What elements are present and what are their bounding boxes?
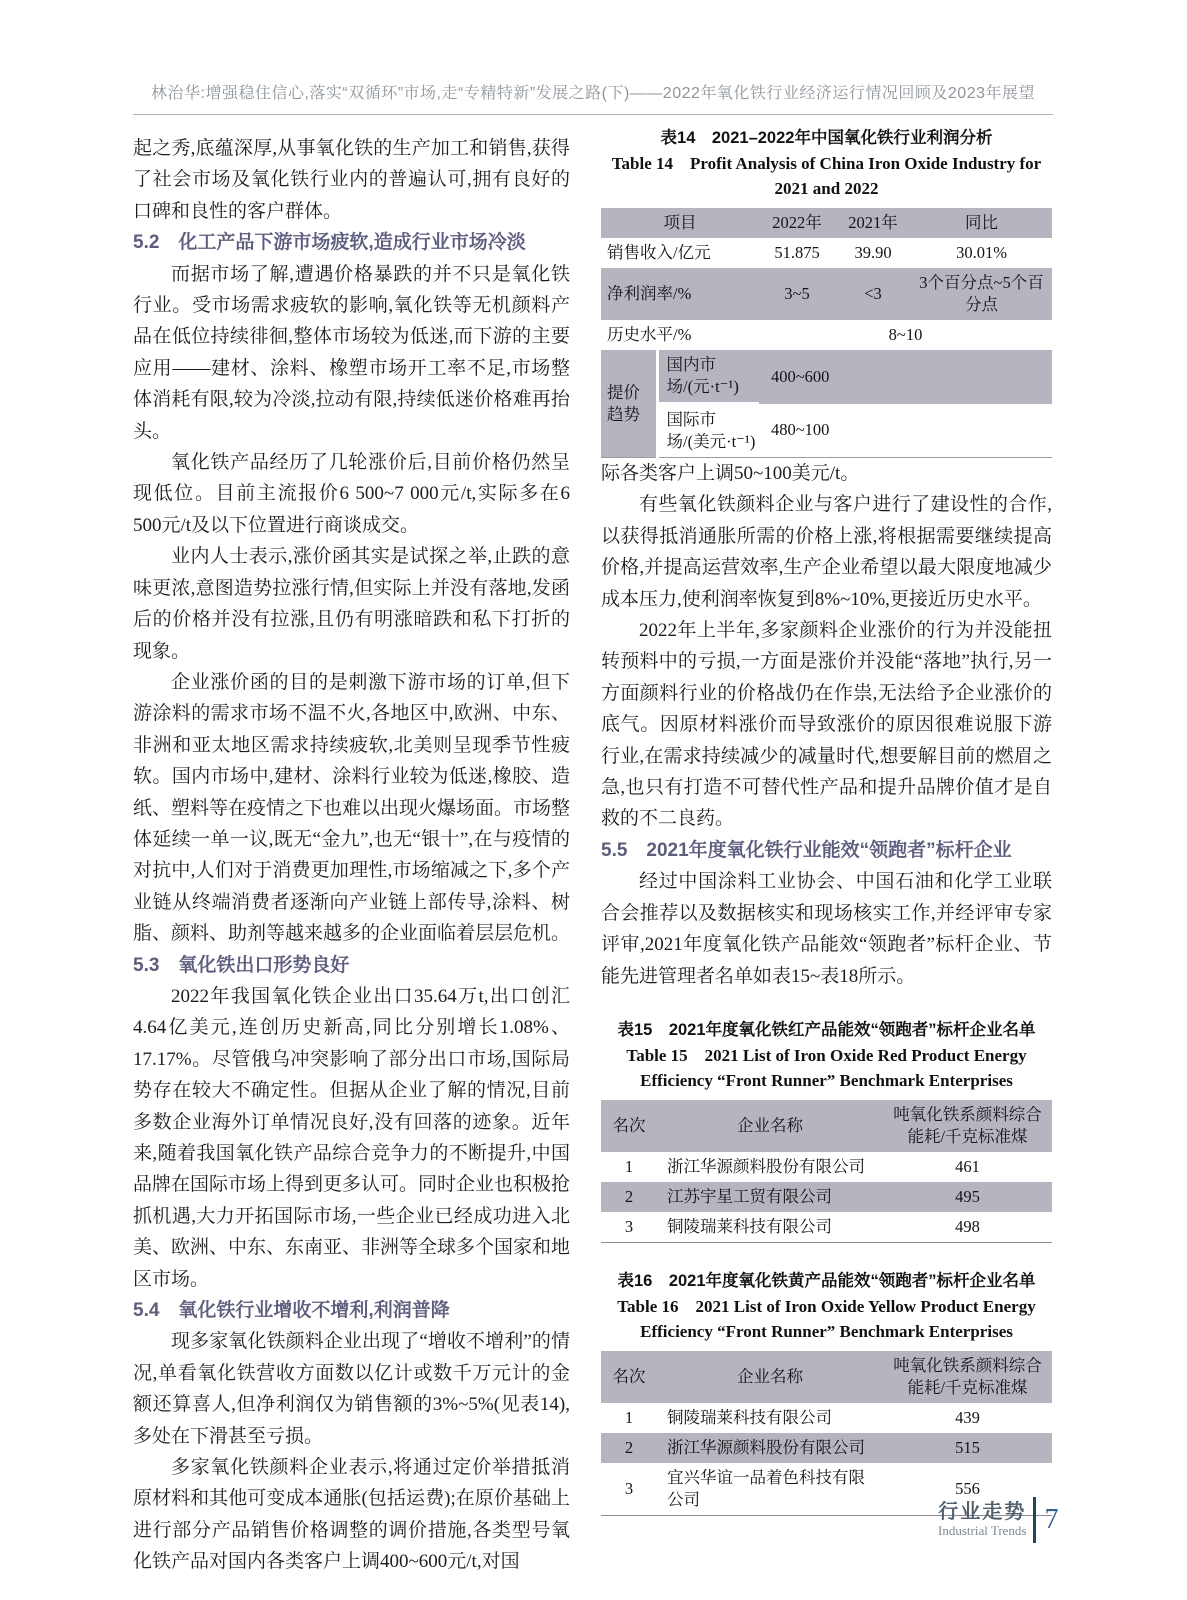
- cell-intl-label: 国际市场/(美元·t⁻¹): [657, 404, 759, 458]
- paragraph: 起之秀,底蕴深厚,从事氧化铁的生产加工和销售,获得了社会市场及氧化铁行业内的普遍认可,拥有良好的口碑和良性的客户群体。: [133, 138, 570, 222]
- footer-section-label: [938, 1501, 1026, 1539]
- right-column: [601, 126, 1052, 1516]
- table-header-row: [601, 1351, 1052, 1403]
- table15-title-zh: 表15 2021年度氧化铁红产品能效“领跑者”标杆企业名单: [617, 1020, 1036, 1039]
- table-header-row: [601, 1100, 1052, 1152]
- footer-label-zh: 行业走势: [938, 1501, 1027, 1523]
- paragraph: 多家氧化铁颜料企业表示,将通过定价举措抵消原材料和其他可变成本通胀(包括运费);在原价基础上进行部分产品销售价格调整的调价措施,各类型号氧化铁产品对国内各类客户上调400~600元/t,对国: [133, 1457, 570, 1573]
- cell-domestic-label: 国内市场/(元·t⁻¹): [657, 350, 759, 404]
- section-heading-5-5: 5.5 2021年度氧化铁行业能效“领跑者”标杆企业: [601, 839, 1012, 861]
- cell-2021: <3: [864, 284, 882, 303]
- section-heading-5-3: 5.3 氧化铁出口形势良好: [133, 954, 350, 976]
- table15: [601, 1100, 1052, 1243]
- table16-title-en: Table 16 2021 List of Iron Oxide Yellow Product Energy Efficiency “Front Runner” Benchmark Enterprises: [617, 1296, 1036, 1341]
- cell-energy: 556: [955, 1478, 980, 1498]
- col-header-energy: 吨氧化铁系颜料综合能耗/千克标准煤: [893, 1355, 1042, 1397]
- table14: [601, 208, 1052, 458]
- footer-label-en: Industrial Trends: [938, 1523, 1027, 1538]
- table16-title-zh: 表16 2021年度氧化铁黄产品能效“领跑者”标杆企业名单: [617, 1271, 1036, 1290]
- table-row-hike-international: [601, 404, 1052, 458]
- paragraph: 有些氧化铁颜料企业与客户进行了建设性的合作,以获得抵消通胀所需的价格上涨,将根据需要继续提高价格,并提高运营效率,生产企业希望以最大限度地减少成本压力,使利润率恢复到8%~10%,更接近历史水平。: [601, 494, 1052, 610]
- cell-yoy: 3个百分点~5个百分点: [919, 273, 1044, 314]
- running-title: 林治华:增强稳住信心,落实“双循环”市场,走“专精特新”发展之路(下)——2022年氧化铁行业经济运行情况回顾及2023年展望: [133, 80, 1053, 115]
- left-column: [133, 133, 570, 1578]
- table14-title-zh: 表14 2021–2022年中国氧化铁行业利润分析: [660, 129, 993, 147]
- col-header-yoy: 同比: [965, 213, 998, 232]
- paragraph: 业内人士表示,涨价函其实是试探之举,止跌的意味更浓,意图造势拉涨行情,但实际上并没有落地,发函后的价格并没有拉涨,且仍有明涨暗跌和私下打折的现象。: [133, 546, 570, 662]
- table14-block: [601, 126, 1052, 458]
- section-heading-5-4: 5.4 氧化铁行业增收不增利,利润普降: [133, 1300, 450, 1322]
- table-row-margin: [601, 268, 1052, 320]
- table-row: [601, 1403, 1052, 1433]
- cell-energy: 498: [955, 1216, 980, 1236]
- table15-block: [601, 1018, 1052, 1243]
- cell-rank: 1: [624, 1156, 634, 1176]
- col-header-item: 项目: [663, 213, 697, 232]
- cell-energy: 439: [955, 1407, 980, 1427]
- cell-company: 浙江华源颜料股份有限公司: [667, 1437, 865, 1457]
- table-row-hike-domestic: [601, 350, 1052, 404]
- row-label-hike: 提价趋势: [601, 350, 657, 458]
- page-footer: [938, 1497, 1058, 1543]
- cell-rank: 3: [624, 1478, 634, 1498]
- cell-yoy: 30.01%: [956, 243, 1007, 262]
- table16-block: [601, 1269, 1052, 1516]
- cell-rank: 2: [624, 1437, 634, 1457]
- paragraph: 现多家氧化铁颜料企业出现了“增收不增利”的情况,单看氧化铁营收方面数以亿计或数千万元计的金额还算喜人,但净利润仅为销售额的3%~5%(见表14),多处在下滑甚至亏损。: [133, 1331, 570, 1447]
- table-row: [601, 1152, 1052, 1182]
- table16: [601, 1351, 1052, 1516]
- table-row-history: [601, 320, 1052, 350]
- cell-energy: 495: [955, 1186, 980, 1206]
- col-header-rank: 名次: [612, 1366, 646, 1386]
- paragraph: 经过中国涂料工业协会、中国石油和化学工业联合会推荐以及数据核实和现场核实工作,并经评审专家评审,2021年度氧化铁产品能效“领跑者”标杆企业、节能先进管理者名单如表15~表18所示。: [601, 871, 1052, 987]
- cell-company: 铜陵瑞莱科技有限公司: [667, 1407, 832, 1427]
- paragraph: 氧化铁产品经历了几轮涨价后,目前价格仍然呈现低位。目前主流报价6 500~7 000元/t,实际多在6 500元/t及以下位置进行商谈成交。: [133, 452, 570, 536]
- col-header-2022: 2022年: [772, 213, 822, 232]
- col-header-2021: 2021年: [848, 213, 898, 232]
- col-header-energy: 吨氧化铁系颜料综合能耗/千克标准煤: [893, 1104, 1042, 1146]
- cell-intl-value: 480~100: [771, 420, 830, 440]
- cell-rank: 2: [624, 1186, 634, 1206]
- paragraph: 企业涨价函的目的是刺激下游市场的订单,但下游涂料的需求市场不温不火,各地区中,欧洲、中东、非洲和亚太地区需求持续疲软,北美则呈现季节性疲软。国内市场中,建材、涂料行业较为低迷,橡胶、造纸、塑料等在疫情之下也难以出现火爆场面。市场整体延续一单一议,既无“金九”,也无“银十”,在与疫情的对抗中,人们对于消费更加理性,市场缩减之下,多个产业链从终端消费者逐渐向产业链上部传导,涂料、树脂、颜料、助剂等越来越多的企业面临着层层危机。: [133, 671, 571, 945]
- cell-2022: 51.875: [774, 243, 820, 262]
- table-row: [601, 1182, 1052, 1212]
- table15-title-en: Table 15 2021 List of Iron Oxide Red Product Energy Efficiency “Front Runner” Benchmark Enterprises: [626, 1045, 1027, 1090]
- cell-company: 浙江华源颜料股份有限公司: [667, 1156, 865, 1176]
- col-header-name: 企业名称: [737, 1366, 803, 1386]
- paragraph: 2022年我国氧化铁企业出口35.64万t,出口创汇4.64亿美元,连创历史新高,同比分别增长1.08%、17.17%。尽管俄乌冲突影响了部分出口市场,国际局势存在较大不确定性。但据从企业了解的情况,目前多数企业海外订单情况良好,没有回落的迹象。近年来,随着我国氧化铁产品综合竞争力的不断提升,中国品牌在国际市场上得到更多认可。同时企业也积极抢抓机遇,大力开拓国际市场,一些企业已经成功进入北美、欧洲、中东、东南亚、非洲等全球多个国家和地区市场。: [133, 985, 571, 1290]
- cell-company: 江苏宇星工贸有限公司: [667, 1186, 832, 1206]
- paragraph: 而据市场了解,遭遇价格暴跌的并不只是氧化铁行业。受市场需求疲软的影响,氧化铁等无机颜料产品在低位持续徘徊,整体市场较为低迷,而下游的主要应用——建材、涂料、橡塑市场开工率不足,市场整体消耗有限,较为冷淡,拉动有限,持续低迷价格难再抬头。: [133, 263, 570, 442]
- table14-title-en: Table 14 Profit Analysis of China Iron Oxide Industry for 2021 and 2022: [611, 154, 1042, 198]
- table-header-row: [601, 208, 1052, 238]
- page-number: 7: [1044, 1504, 1059, 1535]
- col-header-name: 企业名称: [737, 1115, 803, 1135]
- cell-company: 宜兴华谊一品着色科技有限公司: [667, 1467, 865, 1509]
- section-heading-5-2: 5.2 化工产品下游市场疲软,造成行业市场冷淡: [133, 232, 526, 254]
- table-row: [601, 1212, 1052, 1243]
- cell-energy: 461: [955, 1156, 980, 1176]
- cell-energy: 515: [955, 1437, 980, 1457]
- row-label: 销售收入/亿元: [607, 243, 711, 262]
- cell-2021: 39.90: [854, 243, 892, 262]
- cell-company: 铜陵瑞莱科技有限公司: [667, 1216, 832, 1236]
- col-header-rank: 名次: [612, 1115, 646, 1135]
- cell-rank: 3: [624, 1216, 634, 1236]
- row-label: 净利润率/%: [607, 284, 692, 303]
- paragraph: 际各类客户上调50~100美元/t。: [601, 463, 860, 484]
- paragraph: 2022年上半年,多家颜料企业涨价的行为并没能扭转预料中的亏损,一方面是涨价并没能“落地”执行,另一方面颜料行业的价格战仍在作祟,无法给予企业涨价的底气。因原材料涨价而导致涨价的原因很难说服下游行业,在需求持续减少的减量时代,想要解目前的燃眉之急,也只有打造不可替代性产品和提升品牌价值才是自救的不二良药。: [601, 620, 1052, 830]
- footer-divider: [1033, 1497, 1036, 1543]
- cell-history-value: 8~10: [888, 325, 923, 344]
- table-row: [601, 1433, 1052, 1463]
- cell-domestic-value: 400~600: [759, 350, 1052, 404]
- table-row-sales: [601, 238, 1052, 268]
- cell-2022: 3~5: [784, 284, 810, 303]
- cell-rank: 1: [624, 1407, 634, 1427]
- row-label: 历史水平/%: [607, 325, 692, 344]
